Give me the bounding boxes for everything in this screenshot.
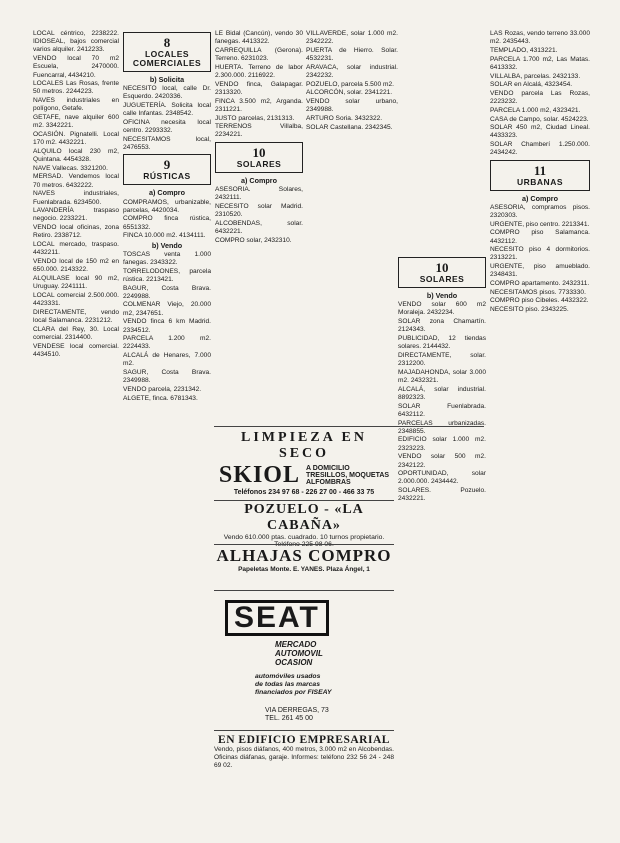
classified-ad: SOLAR Castellana. 2342345. xyxy=(306,123,393,131)
ad-pozuelo xyxy=(214,502,394,548)
ad-limpieza-line1: A DOMICILIO xyxy=(305,465,350,472)
classified-ad: DIRECTAMENTE, vendo local Salamanca. 2231212. xyxy=(33,308,119,324)
ad-separator xyxy=(214,500,394,501)
ad-seat-line5: de todas las marcas xyxy=(255,681,320,688)
classified-ad: NECESITO piso. 2343225. xyxy=(490,306,569,314)
classified-ad: OFICINA necesita local centro. 2293332. xyxy=(123,119,211,135)
classified-ad: OPORTUNIDAD, solar 2.000.000. 2434442. xyxy=(398,470,486,486)
classified-ad: COMPRO apartamento. 2432311. xyxy=(490,280,590,288)
ad-limpieza-title: LIMPIEZA EN SECO xyxy=(241,430,367,461)
ad-separator xyxy=(214,426,484,427)
classified-ad: ASESORIA, compramos pisos. 2320303. xyxy=(490,203,590,219)
classified-ad: PARCELA 1.700 m2, Las Matas. 6413332. xyxy=(490,55,590,71)
section-number: 9 xyxy=(163,157,171,173)
ad-limpieza-line2: TRESILLOS, MOQUETAS xyxy=(305,472,390,479)
section-title: SOLARES xyxy=(419,274,465,284)
section-subtitle: a) Compro xyxy=(149,188,185,198)
classified-ad: VENDO solar 500 m2. 2342122. xyxy=(398,453,486,469)
classified-ad: LOCAL comercial 2.500.000. 4423331. xyxy=(33,291,119,307)
section-number: 10 xyxy=(252,144,266,160)
classified-ad: COMPRO piso Cibeles. 4432322. xyxy=(490,297,589,305)
classified-ad: COMPRO solar, 2432310. xyxy=(215,236,292,244)
column-5 xyxy=(490,30,590,830)
classified-ad: TOSCAS venta 1.000 fanegas. 2343322. xyxy=(123,250,211,266)
ad-seat-address: VIA DERREGAS, 73 xyxy=(265,707,329,714)
classified-ad: DIRECTAMENTE, solar. 2312200. xyxy=(398,351,486,368)
column-4-lower xyxy=(398,255,486,830)
classified-ad: VENDO solar urbano, 2349988. xyxy=(306,98,398,114)
classified-ad: NECESITAMOS local, 2476553. xyxy=(123,135,211,152)
classified-ad: ALCORCÓN, solar. 2341221. xyxy=(306,89,393,97)
ad-seat-line3: OCASION xyxy=(275,658,313,667)
classified-ad: VENDO solar 600 m2 Moraleja. 2432234. xyxy=(398,301,486,317)
classified-ad: ALQUILASE local 90 m2, Uruguay. 2241111. xyxy=(33,274,119,291)
classified-ad: COMPRAMOS, urbanizable, parcelas, 4420034. xyxy=(123,198,211,214)
classified-ad: ARTURO Soria. 3432322. xyxy=(306,115,383,123)
classified-ad: URGENTE, piso centro. 2213341. xyxy=(490,220,590,228)
classified-ad: ALCALÁ, solar industrial. 8892323. xyxy=(398,385,486,401)
classified-ad: COMPRO finca rústica, 6551332. xyxy=(123,215,211,231)
section-subtitle: b) Vendo xyxy=(426,291,458,300)
classified-ad: COLMENAR Viejo, 20.000 m2, 2347651. xyxy=(123,301,211,317)
section-box xyxy=(123,32,211,72)
seat-logo: SEAT xyxy=(225,600,329,636)
classified-ad: SOLAR 450 m2, Ciudad Lineal. 4433323. xyxy=(490,124,590,140)
classified-ad: PARCELAS urbanizadas. 2348855. xyxy=(398,419,486,435)
classified-ad: TORRELODONES, parcela rústica. 2213421. xyxy=(123,267,211,283)
ad-alhajas-title: ALHAJAS COMPRO xyxy=(216,546,392,565)
classified-ad: VENDO parcela Las Rozas, 2223232. xyxy=(490,89,590,106)
section-box xyxy=(123,154,211,185)
classified-ad: ALQUILO local 230 m2, Quintana. 4454328. xyxy=(33,147,119,164)
classified-ad: POZUELO, parcela 5.500 m2. xyxy=(306,80,394,88)
ad-edificio xyxy=(214,734,394,770)
section-box xyxy=(490,160,590,191)
column-1 xyxy=(33,30,119,830)
classified-ad: JUGUETERÍA. Solicita local calle Infantas. 2348542. xyxy=(123,102,211,118)
classified-ad: JUSTO parcelas, 2131313. xyxy=(215,114,295,122)
classified-ad: FINCA 10.000 m2. 4134111. xyxy=(123,232,206,240)
section-title: URBANAS xyxy=(517,176,563,187)
classified-ad: VENDO local de 150 m2 en 650.000. 2143322. xyxy=(33,257,119,274)
classified-ad: NAVES industriales en polígono, Getafe. xyxy=(33,97,119,113)
classified-ad: OCASIÓN. Pignatelli. Local 170 m2. 4432221. xyxy=(33,130,119,147)
classified-ad: MERSAD. Vendemos local 70 metros. 6432222. xyxy=(33,173,119,189)
classified-ad: ASESORIA. Solares, 2432111. xyxy=(215,185,303,202)
ad-separator xyxy=(214,590,394,591)
classified-ad: ALGETE, finca. 6781343. xyxy=(123,394,198,402)
classified-ad: LOCALES Las Rosas, frente 50 metros. 2244223. xyxy=(33,80,119,96)
ad-separator xyxy=(214,544,394,545)
classified-ad: LAS Rozas, vendo terreno 33.000 m2. 2435443. xyxy=(490,30,590,46)
ad-seat-phone: TEL. 261 45 00 xyxy=(265,715,313,722)
ad-pozuelo-title: POZUELO - «LA CABAÑA» xyxy=(244,502,364,533)
ad-pozuelo-text: Vendo 610.000 ptas. cuadrado. 10 turnos propietario. Teléfono 225 98 06. xyxy=(223,534,385,548)
classified-ad: CLARA del Rey, 30. Local comercial. 2314400. xyxy=(33,325,119,341)
classified-ad: COMPRO piso Salamanca. 4432112. xyxy=(490,229,590,245)
classified-ad: VENDESE local comercial. 4434510. xyxy=(33,342,119,358)
section-title: RÚSTICAS xyxy=(143,171,191,182)
classified-ad: SOLAR en Alcalá, 4323454. xyxy=(490,81,573,89)
ad-seat-line2: AUTOMOVIL xyxy=(275,649,323,658)
classified-ad: CARREQUILLA (Gerona). Terreno. 6231023. xyxy=(215,46,303,63)
ad-seat-line6: financiados por FISEAY xyxy=(255,689,332,696)
section-box xyxy=(398,257,486,288)
column-4 xyxy=(306,30,398,425)
classified-ad: VENDO finca, Galapagar. 2313320. xyxy=(215,80,303,96)
ad-limpieza-brand: SKIOL xyxy=(218,462,300,488)
classified-ad: TEMPLADO, 4313221. xyxy=(490,46,558,54)
classified-ad: LOCAL mercado, traspaso. 4432211. xyxy=(33,241,119,257)
ad-limpieza-line3: ALFOMBRAS xyxy=(305,479,351,486)
classified-ad: NECESITAMOS pisos. 7733330. xyxy=(490,288,586,296)
section-number: 10 xyxy=(435,260,449,275)
classified-ad: PUBLICIDAD, 12 tiendas solares. 2144432. xyxy=(398,335,486,351)
ad-edificio-title: EN EDIFICIO EMPRESARIAL xyxy=(218,734,390,746)
section-subtitle: b) Vendo xyxy=(151,240,183,250)
classified-ad: NECESITO piso 4 dormitorios. 2313221. xyxy=(490,246,590,262)
section-subtitle: a) Compro xyxy=(522,193,558,203)
section-subtitle: b) Solicita xyxy=(149,75,185,84)
classified-ad: HUERTA. Terreno de labor 2.300.000. 2116922. xyxy=(215,63,303,80)
classified-ad: VENDO local 70 m2 Escuela, 2470000. Fuencarral, 4434210. xyxy=(33,55,119,79)
section-title: LOCALES COMERCIALES xyxy=(132,49,202,68)
classified-ad: ALCOBENDAS, solar. 6432221. xyxy=(215,219,303,235)
classified-ad: VILLALBA, parcelas. 2432133. xyxy=(490,72,581,80)
ad-alhajas-text: Papeletas Monte. E. YANES. Plaza Ángel, 1 xyxy=(238,566,370,573)
classified-ad: SOLAR Fuenlabrada. 6432112. xyxy=(398,402,486,418)
ad-separator xyxy=(214,730,394,731)
classified-ad: SAGUR, Costa Brava. 2349988. xyxy=(123,369,211,385)
classified-ad: GETAFE, nave alquiler 600 m2. 3342221. xyxy=(33,114,119,130)
classified-ad: PARCELA 1.000 m2, 4323421. xyxy=(490,106,581,114)
section-number: 8 xyxy=(163,35,171,50)
classified-ad: VENDO local oficinas, zona Retiro. 2338712. xyxy=(33,224,119,240)
classified-ad: EDIFICIO solar 1.000 m2. 2323223. xyxy=(398,436,486,452)
classified-ad: SOLAR zona Chamartín. 2124343. xyxy=(398,318,486,334)
section-subtitle: a) Compro xyxy=(241,175,277,185)
section-number: 11 xyxy=(533,162,547,178)
classified-ad: URGENTE, piso amueblado. 2348431. xyxy=(490,263,590,279)
classified-ad: VENDO parcela, 2231342. xyxy=(123,386,202,393)
classified-ad: BAGUR, Costa Brava. 2249988. xyxy=(123,284,211,300)
ad-seat xyxy=(225,600,390,720)
classified-ad: LAVANDERÍA traspaso negocio. 2233221. xyxy=(33,207,119,223)
classified-ad: ARAVACA, solar industrial. 2342232. xyxy=(306,63,398,80)
classified-ad: VILLAVERDE, solar 1.000 m2. 2342222. xyxy=(306,30,398,46)
column-2 xyxy=(123,30,211,830)
classified-ad: SOLARES. Pozuelo. 2432221. xyxy=(398,487,486,503)
classified-ad: LOCAL céntrico, 2238222. IDIOSEAL, bajos comercial varios alquiler. 2412233. xyxy=(33,30,119,54)
classified-ad: ALCALÁ de Henares, 7.000 m2. xyxy=(123,352,211,368)
classified-ad: TERRENOS Villalba, 2234221. xyxy=(215,123,303,139)
ad-limpieza-phones: Teléfonos 234 97 68 - 226 27 00 - 466 33 75 xyxy=(233,489,375,496)
ad-edificio-text: Vendo, pisos diáfanos, 400 metros, 3.000 m2 en Alcobendas. Oficinas diáfanas, garaje. Informes: teléfono 232 56 24 - 248 69 02. xyxy=(214,746,394,769)
classified-ad: NECESITO local, calle Dr. Esquerdo. 2420336. xyxy=(123,85,211,101)
ad-seat-line1: MERCADO xyxy=(275,640,317,649)
column-3 xyxy=(215,30,303,425)
section-title: SOLARES xyxy=(236,158,282,169)
classified-ad: NECESITO solar Madrid. 2310520. xyxy=(215,202,303,218)
classified-ad: NAVE Vallecas. 3321200. xyxy=(33,164,108,172)
classified-ad: FINCA 3.500 m2, Arganda. 2311221. xyxy=(215,97,303,113)
classified-ad: CASA de Campo, solar. 4524223. xyxy=(490,115,589,123)
ad-alhajas xyxy=(214,546,394,573)
classified-ad: VENDO finca 6 km Madrid. 2334512. xyxy=(123,318,211,334)
classified-ad: MAJADAHONDA, solar 3.000 m2. 2432321. xyxy=(398,368,486,385)
ad-seat-line4: automóviles usados xyxy=(255,673,321,680)
section-box xyxy=(215,142,303,173)
classified-ad: PARCELA 1.200 m2. 2224433. xyxy=(123,335,211,351)
classified-ad: NAVES industriales, Fuenlabrada. 6234500. xyxy=(33,190,119,206)
classified-ad: PUERTA de Hierro. Solar. 4532231. xyxy=(306,46,398,63)
classified-ad: LE Bidal (Cancún), vendo 30 fanegas. 4413322. xyxy=(215,30,303,46)
classified-ad: SOLAR Chamberí 1.250.000. 2434242. xyxy=(490,141,590,157)
ad-limpieza xyxy=(214,430,394,496)
